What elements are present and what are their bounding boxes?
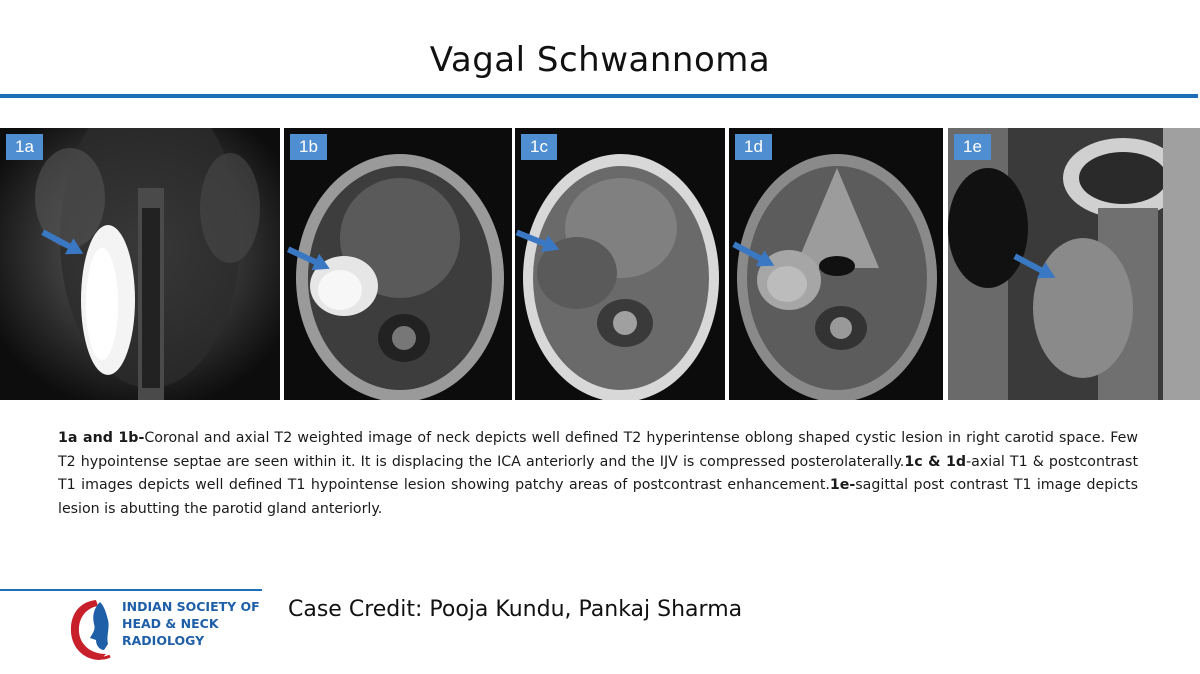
coronal-t2-image [0, 128, 280, 400]
caption-ref-1e: 1e- [829, 477, 856, 493]
mri-image-1b [284, 128, 512, 400]
caption-text-1a-1b: Coronal and axial T2 weighted image of neck depicts well defined T2 hyperintense oblong shaped cystic lesion in right carotid space. Few T2 hypointense septae are seen within it. It is displacing the ICA anteriorly and the IJV is compressed posterolaterally. [58, 430, 1138, 470]
panel-label-1b: 1b [290, 134, 327, 160]
head-neck-logo-icon [66, 594, 122, 666]
figure-caption [58, 427, 1138, 521]
logo-line-2: HEAD & NECK [122, 616, 219, 631]
mri-image-1e [948, 128, 1200, 400]
panel-label-1c: 1c [521, 134, 557, 160]
title-divider [0, 94, 1198, 98]
panel-label-1a: 1a [6, 134, 43, 160]
logo-line-1: INDIAN SOCIETY OF [122, 599, 260, 614]
mri-image-1a [0, 128, 280, 400]
society-logo [66, 594, 266, 666]
caption-text-1e: sagittal post contrast T1 image depicts lesion is abutting the parotid gland anteriorly. [58, 477, 1138, 517]
caption-ref-1c-1d: 1c & 1d [904, 453, 967, 470]
mri-image-1c [515, 128, 725, 400]
panel-label-1d: 1d [735, 134, 772, 160]
panel-label-1e: 1e [954, 134, 991, 160]
caption-text-1c-1d: -axial T1 & postcontrast T1 images depicts well defined T1 hypointense lesion showing patchy areas of postcontrast enhancement. [58, 453, 1139, 493]
society-name [122, 598, 260, 649]
footer-divider [0, 589, 262, 591]
mri-image-1d [729, 128, 943, 400]
sagittal-postcontrast-t1-image [948, 128, 1200, 400]
slide-title: Vagal Schwannoma [429, 40, 771, 80]
case-credit: Case Credit: Pooja Kundu, Pankaj Sharma [288, 597, 743, 622]
caption-ref-1a-1b: 1a and 1b- [58, 430, 145, 446]
logo-line-3: RADIOLOGY [122, 633, 205, 648]
axial-t1-image [515, 128, 725, 400]
